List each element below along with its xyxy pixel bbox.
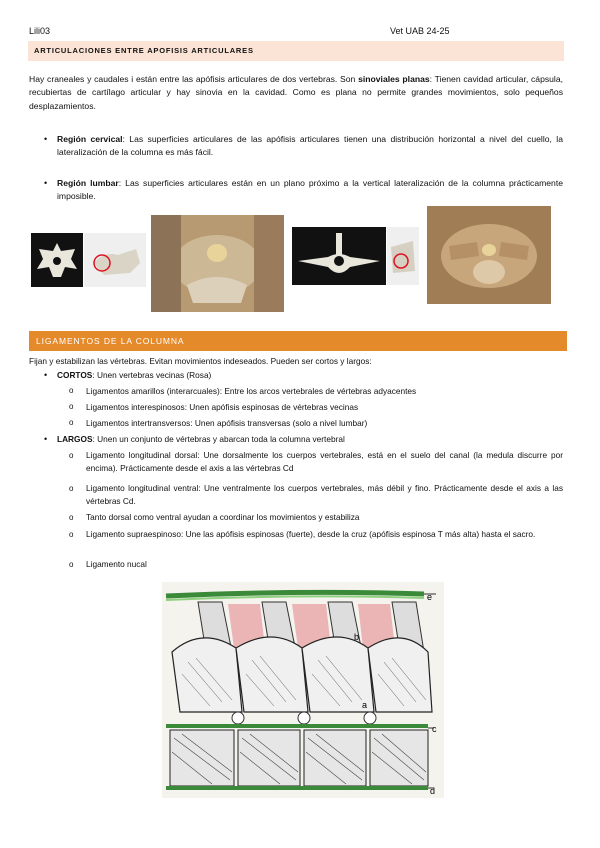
largos-subitem <box>69 482 563 509</box>
subitem-text: Ligamento longitudinal dorsal: Une dorsalmente los cuerpos vertebrales, está en el suelo del canal (la medula discurre por encima). Prácticamente desde el axis a las vértebras Cd <box>86 450 563 474</box>
bullet-bold: Región cervical <box>57 134 123 144</box>
bullet-text: : Las superficies articulares están en un plano próximo a la vertical lateralización de la columna prácticamente imposible. <box>57 178 563 202</box>
intro-text-a: Hay craneales y caudales i están entre las apófisis articulares de dos vertebras. Son <box>29 74 359 84</box>
subitem-text: Ligamento nucal <box>86 559 147 569</box>
subitem-text: Ligamentos intertransversos: Unen apófisis transversas (solo a nivel lumbar) <box>86 418 368 428</box>
section-title: ARTICULACIONES ENTRE APOFISIS ARTICULARES <box>34 46 254 55</box>
largos-subitem <box>69 528 563 541</box>
ring-marker: o <box>69 402 74 411</box>
subitem-text: Ligamentos amarillos (interarcuales): Entre los arcos vertebrales de vértebras adyacentes <box>86 386 417 396</box>
bullet-dot: • <box>44 370 48 380</box>
cervical-articulation-photo <box>84 233 146 287</box>
lumbar-vertebra-photo <box>292 227 386 285</box>
cortos-bold: CORTOS <box>57 370 93 380</box>
label-a: a <box>362 700 368 710</box>
bullet-bold: Región lumbar <box>57 178 119 188</box>
subitem-text: Ligamento longitudinal ventral: Une ventralmente los cuerpos vertebrales, más débil y fino. Prácticamente desde el axis a las vértebras Cd. <box>86 483 563 507</box>
header-right: Vet UAB 24-25 <box>390 26 450 36</box>
bullet-text: : Las superficies articulares de las apófisis articulares tienen una distribución horizontal a nivel del cuello, la lateralización de la columna es más fácil. <box>57 134 563 158</box>
ring-marker: o <box>69 484 74 493</box>
largos-item <box>44 433 345 446</box>
intro-text-b: : Tienen cavidad articular, cápsula, recubiertas de cartílago articular y hay sinovia en la cavidad. Como es plana no permite grandes movimientos, solo pequeños desplazamientos. <box>29 74 563 111</box>
lumbar-section-photo <box>427 206 551 304</box>
lumbar-articulation-photo <box>387 227 419 285</box>
section-title: LIGAMENTOS DE LA COLUMNA <box>36 336 185 346</box>
bullet-dot: • <box>44 134 48 144</box>
label-e: e <box>427 592 433 602</box>
header-left: Lili03 <box>29 26 51 36</box>
cortos-item <box>44 369 212 382</box>
section-heading-articulaciones <box>28 41 564 61</box>
cortos-text: : Unen vertebras vecinas (Rosa) <box>92 370 212 380</box>
vertebral-ligaments-diagram <box>162 582 444 798</box>
ring-marker: o <box>69 530 74 539</box>
ligamentos-intro: Fijan y estabilizan las vértebras. Evitan movimientos indeseados. Pueden ser cortos y largos: <box>29 356 372 366</box>
subitem-text: Tanto dorsal como ventral ayudan a coordinar los movimientos y estabiliza <box>86 512 360 522</box>
bullet-dot: • <box>44 434 48 444</box>
cortos-subitem <box>69 417 368 430</box>
cervical-section-photo <box>151 215 284 312</box>
bullet-lumbar <box>44 177 563 204</box>
largos-bold: LARGOS <box>57 434 93 444</box>
cortos-subitem <box>69 385 417 398</box>
intro-paragraph <box>29 73 563 113</box>
ring-marker: o <box>69 513 74 522</box>
subitem-text: Ligamentos interespinosos: Unen apófisis espinosas de vértebras vecinas <box>86 402 359 412</box>
intro-bold: sinoviales planas <box>358 74 430 84</box>
ring-marker: o <box>69 418 74 427</box>
bullet-dot: • <box>44 178 48 188</box>
cervical-vertebra-photo <box>31 233 83 287</box>
largos-subitem <box>69 511 563 524</box>
cortos-subitem <box>69 401 359 414</box>
bullet-cervical <box>44 133 563 160</box>
label-c: c <box>432 724 437 734</box>
section-heading-ligamentos <box>29 331 567 351</box>
label-b: b <box>354 632 360 642</box>
ring-marker: o <box>69 560 74 569</box>
subitem-text: Ligamento supraespinoso: Une las apófisis espinosas (fuerte), desde la cruz (apófisis espinosa T más alta) hasta el sacro. <box>86 529 536 539</box>
ring-marker: o <box>69 386 74 395</box>
largos-subitem <box>69 558 563 571</box>
largos-subitem <box>69 449 563 476</box>
label-d: d <box>430 786 436 796</box>
largos-text: : Unen un conjunto de vértebras y abarcan toda la columna vertebral <box>92 434 345 444</box>
ring-marker: o <box>69 451 74 460</box>
